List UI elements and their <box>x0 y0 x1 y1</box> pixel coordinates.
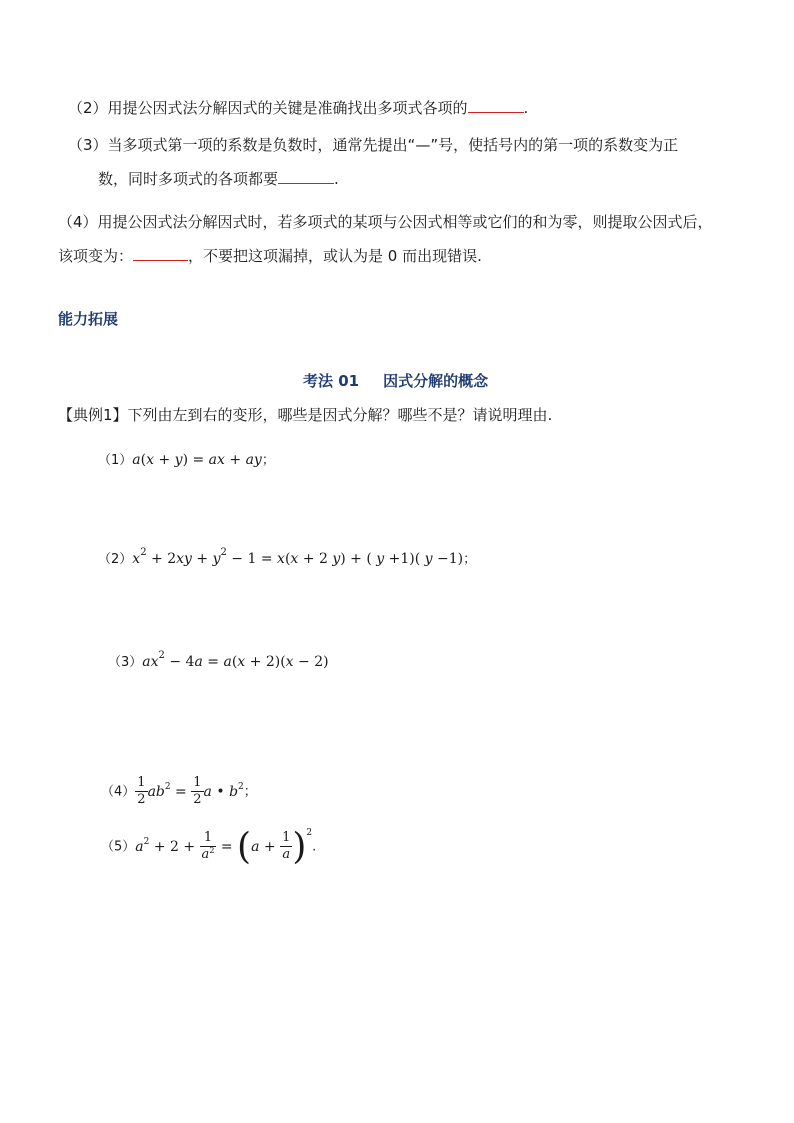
review-item-3-line2 <box>98 168 339 189</box>
item-index: （4） <box>101 784 136 800</box>
equation-3: $ax^2 - 4a = a(x + 2)(x - 2)$ <box>142 650 329 670</box>
example-tag: 【典例1】 <box>58 406 128 424</box>
equation-1: a(x + y) = ax + ay <box>132 452 262 468</box>
equation-2: $x^2 + 2xy + y^2 - 1 = x(x + 2$ y) + ( y +1)( y −1) <box>132 547 464 567</box>
period: . <box>334 170 339 188</box>
method-name: 因式分解的概念 <box>383 372 489 390</box>
method-number: 考法 01 <box>303 372 360 390</box>
review-item-4-line1 <box>58 211 713 232</box>
equation-4: $\frac{1}{2}$ $ab^2$ = $\frac{1}{2}$ a • $b^2$ <box>137 775 244 807</box>
equation-5: $a^2 + 2$ + $\frac{1}{a^2}$ = (a + $\frac{1}{a}$ )$^2$ <box>135 826 313 867</box>
item-index: （5） <box>101 839 136 855</box>
item-3 <box>108 651 329 670</box>
review-item-3-text: （3）当多项式第一项的系数是负数时，通常先提出“—”号，使括号内的第一项的系数变为正 <box>68 136 679 154</box>
review-item-4-text: （4）用提公因式法分解因式时，若多项式的某项与公因式相等或它们的和为零，则提取公因式后， <box>58 213 713 231</box>
item-index: （2） <box>98 552 133 567</box>
answer-blank[interactable] <box>278 168 334 184</box>
example-question-text: 下列由左到右的变形，哪些是因式分解？哪些不是？请说明理由. <box>127 406 553 424</box>
section-title: 能力拓展 <box>58 310 119 328</box>
item-2 <box>98 548 476 567</box>
review-item-2 <box>68 97 528 118</box>
example-question <box>58 404 552 425</box>
item-index: （1） <box>98 453 133 468</box>
answer-blank[interactable] <box>468 97 524 113</box>
review-item-2-text: （2）用提公因式法分解因式的关键是准确找出多项式各项的 <box>68 99 468 117</box>
review-item-4-text-cont: 该项变为： <box>58 247 134 265</box>
answer-blank[interactable] <box>133 245 188 261</box>
review-item-3-line1 <box>68 134 678 155</box>
review-item-3-text-cont: 数，同时多项式的各项都要 <box>98 170 279 188</box>
semicolon: ； <box>261 453 275 468</box>
item-1 <box>98 449 275 468</box>
item-4 <box>101 775 257 808</box>
review-item-4-text-tail: ，不要把这项漏掉，或认为是 0 而出现错误. <box>188 247 482 265</box>
period: . <box>312 839 317 855</box>
period: . <box>523 99 529 117</box>
semicolon: ； <box>463 552 477 567</box>
review-item-4-line2 <box>58 245 482 266</box>
semicolon: ； <box>243 784 257 800</box>
item-index: （3） <box>108 655 143 670</box>
method-heading <box>303 370 488 391</box>
item-5 <box>101 826 316 867</box>
